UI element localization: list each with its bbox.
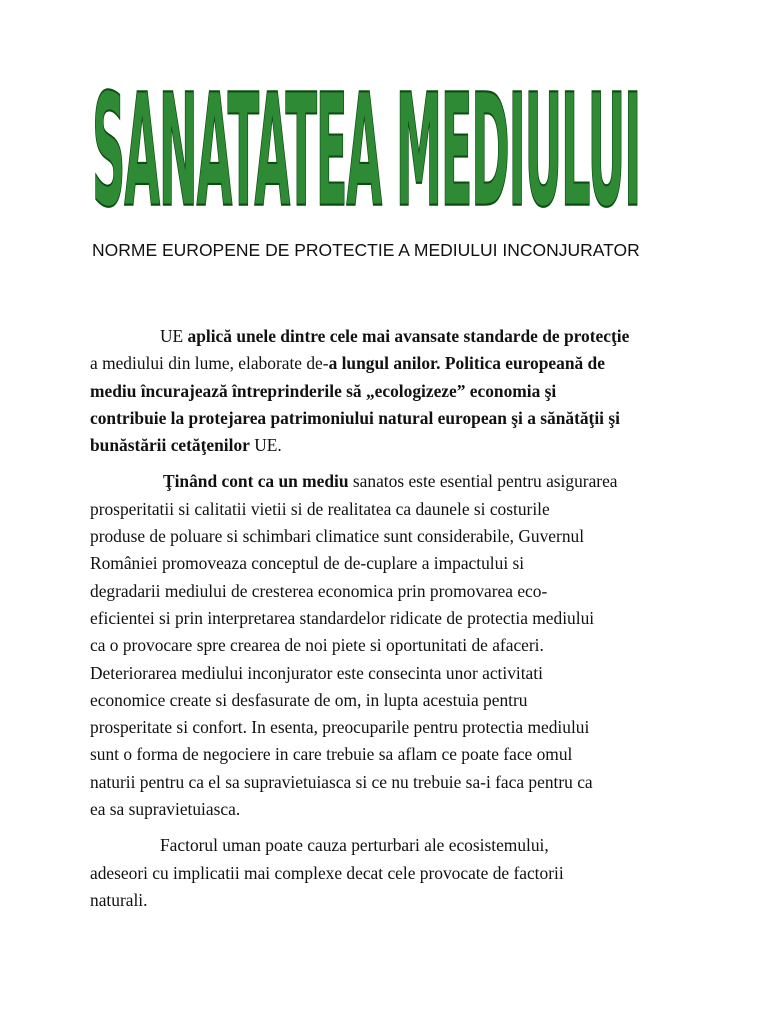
text-run: UE.	[249, 435, 282, 456]
paragraph-line: produse de poluare si schimbari climatice sunt considerabile, Guvernul	[90, 526, 585, 547]
text-run: sanatos este esential pentru asigurarea	[348, 471, 618, 492]
wordart-title: SANATATEA MEDIULUI	[92, 59, 641, 242]
paragraph-line	[90, 432, 710, 459]
paragraph-line: eficientei si prin interpretarea standardelor ridicate de protectia mediului	[90, 607, 595, 628]
wordart-title-container	[92, 59, 641, 242]
paragraph-line: prosperitatii si calitatii vietii si de realitatea ca daunele si costurile	[90, 498, 550, 519]
paragraph-line: ca o provocare spre crearea de noi piete si oportunitati de afaceri.	[90, 635, 544, 656]
text-run: UE	[160, 326, 188, 346]
document-subtitle: NORME EUROPENE DE PROTECTIE A MEDIULUI INCONJURATOR	[92, 240, 640, 260]
paragraph-line: degradarii mediului de cresterea economica prin promovarea eco-	[90, 580, 548, 601]
paragraph-1	[90, 323, 710, 459]
paragraph-line: naturii pentru ca el sa supravietuiasca si ce nu trebuie sa-i faca pentru ca	[90, 771, 593, 792]
paragraph-line: adeseori cu implicatii mai complexe decat cele provocate de factorii	[90, 862, 564, 883]
document-body	[90, 323, 710, 923]
paragraph-line: prosperitate si confort. In esenta, preocuparile pentru protectia mediului	[90, 717, 590, 738]
bold-text-run: a lungul anilor. Politica europeană de	[328, 353, 605, 374]
bold-text-run: mediu încurajează întreprinderile să „ecologizeze” economia şi	[90, 380, 557, 401]
bold-text-run: bunăstării cetăţenilor	[90, 435, 250, 456]
paragraph-line	[90, 323, 710, 350]
paragraph-3	[90, 832, 710, 914]
paragraph-line: ea sa supravietuiasca.	[90, 799, 241, 820]
paragraph-line: economice create si desfasurate de om, in lupta acestuia pentru	[90, 689, 528, 710]
paragraph-line: Factorul uman poate cauza perturbari ale ecosistemului,	[160, 835, 549, 856]
paragraph-line	[90, 405, 710, 432]
paragraph-line: sunt o forma de negociere in care trebuie sa aflam ce poate face omul	[90, 744, 573, 765]
paragraph-line	[90, 350, 710, 377]
paragraph-line: României promoveaza conceptul de de-cuplare a impactului si	[90, 553, 525, 574]
paragraph-line	[90, 378, 710, 405]
paragraph-line	[90, 468, 710, 495]
bold-text-run: contribuie la protejarea patrimoniului natural european şi a sănătăţii şi	[90, 407, 620, 428]
text-run: a mediului din lume, elaborate de-	[90, 353, 329, 374]
paragraph-2	[90, 468, 710, 823]
bold-text-run: Ţinând cont ca un mediu	[163, 471, 349, 492]
bold-text-run: aplică unele dintre cele mai avansate standarde de protecţie	[187, 326, 630, 346]
paragraph-line: naturali.	[90, 889, 148, 910]
paragraph-line: Deteriorarea mediului inconjurator este consecinta unor activitati	[90, 662, 543, 683]
